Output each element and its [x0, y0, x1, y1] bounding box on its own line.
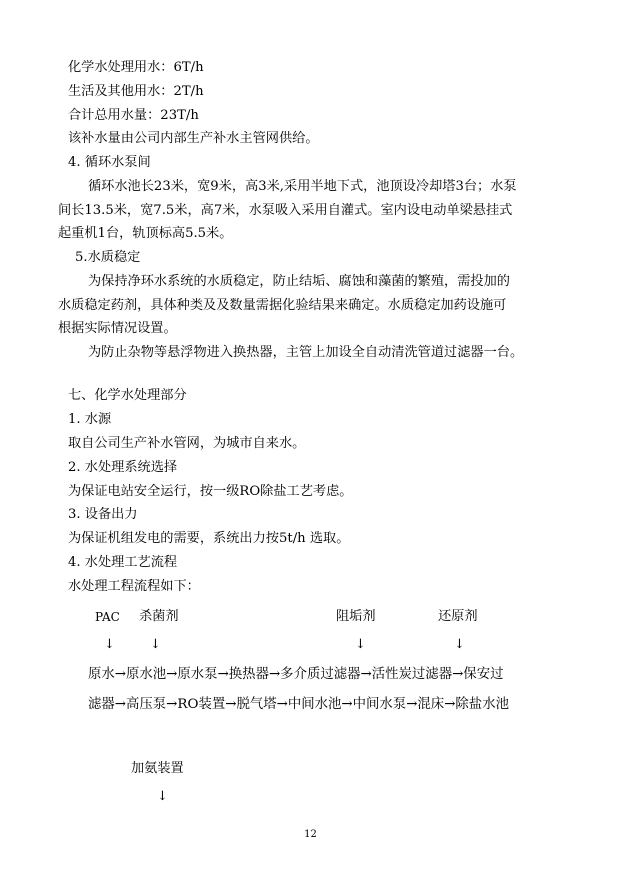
- text-line: 为防止杂物等悬浮物进入换热器，主管上加设全自动清洗管道过滤器一台。: [88, 345, 524, 360]
- text-line: 化学水处理用水：6T/h: [68, 60, 204, 75]
- text-line: 水处理工程流程如下：: [68, 579, 200, 594]
- section-heading: 4. 水处理工艺流程: [68, 555, 178, 570]
- arrow-down-icon: ↓: [454, 637, 465, 652]
- text-line: 间长13.5米，宽7.5米，高7米，水泵吸入采用自灌式。室内设电动单梁悬挂式: [58, 203, 513, 218]
- section-heading: 3. 设备出力: [68, 507, 138, 522]
- text-line: 该补水量由公司内部生产补水主管网供给。: [68, 131, 319, 146]
- flow-label-scale-inhibitor: 阻垢剂: [336, 609, 376, 624]
- text-line: 为保持净环水系统的水质稳定，防止结垢、腐蚀和藻菌的繁殖，需投加的: [88, 274, 510, 289]
- text-line: 合计总用水量：23T/h: [68, 108, 199, 123]
- section-heading: 4. 循环水泵间: [68, 155, 151, 170]
- chapter-heading: 七、化学水处理部分: [68, 388, 187, 403]
- flow-label-sterilant: 杀菌剂: [139, 609, 179, 624]
- arrow-down-icon: ↓: [355, 637, 366, 652]
- arrow-down-icon: ↓: [104, 637, 115, 652]
- page-number: 12: [304, 829, 317, 840]
- text-line: 取自公司生产补水管网，为城市自来水。: [68, 436, 306, 451]
- flow-row: 原水→原水池→原水泵→换热器→多介质过滤器→活性炭过滤器→保安过: [88, 667, 504, 682]
- flow-label-reducer: 还原剂: [438, 609, 478, 624]
- flow-label-ammonia: 加氨装置: [131, 761, 184, 776]
- section-heading: 1. 水源: [68, 412, 112, 427]
- text-line: 水质稳定药剂，具体种类及及数量需据化验结果来确定。水质稳定加药设施可: [58, 298, 507, 313]
- text-line: 为保证机组发电的需要，系统出力按5t/h 选取。: [68, 531, 350, 546]
- text-line: 为保证电站安全运行，按一级RO除盐工艺考虑。: [68, 484, 353, 499]
- text-line: 循环水池长23米，宽9米，高3米,采用半地下式，池顶设冷却塔3台；水泵: [88, 179, 517, 194]
- flow-label-pac: PAC: [95, 610, 120, 624]
- text-line: 根据实际情况设置。: [58, 321, 177, 336]
- arrow-down-icon: ↓: [157, 789, 168, 804]
- section-heading: 5.水质稳定: [75, 250, 141, 265]
- arrow-down-icon: ↓: [150, 637, 161, 652]
- flow-row: 滤器→高压泵→RO装置→脱气塔→中间水池→中间水泵→混床→除盐水池: [88, 697, 509, 712]
- text-line: 生活及其他用水：2T/h: [68, 84, 204, 99]
- section-heading: 2. 水处理系统选择: [68, 460, 178, 475]
- text-line: 起重机1台，轨顶标高5.5米。: [58, 226, 233, 241]
